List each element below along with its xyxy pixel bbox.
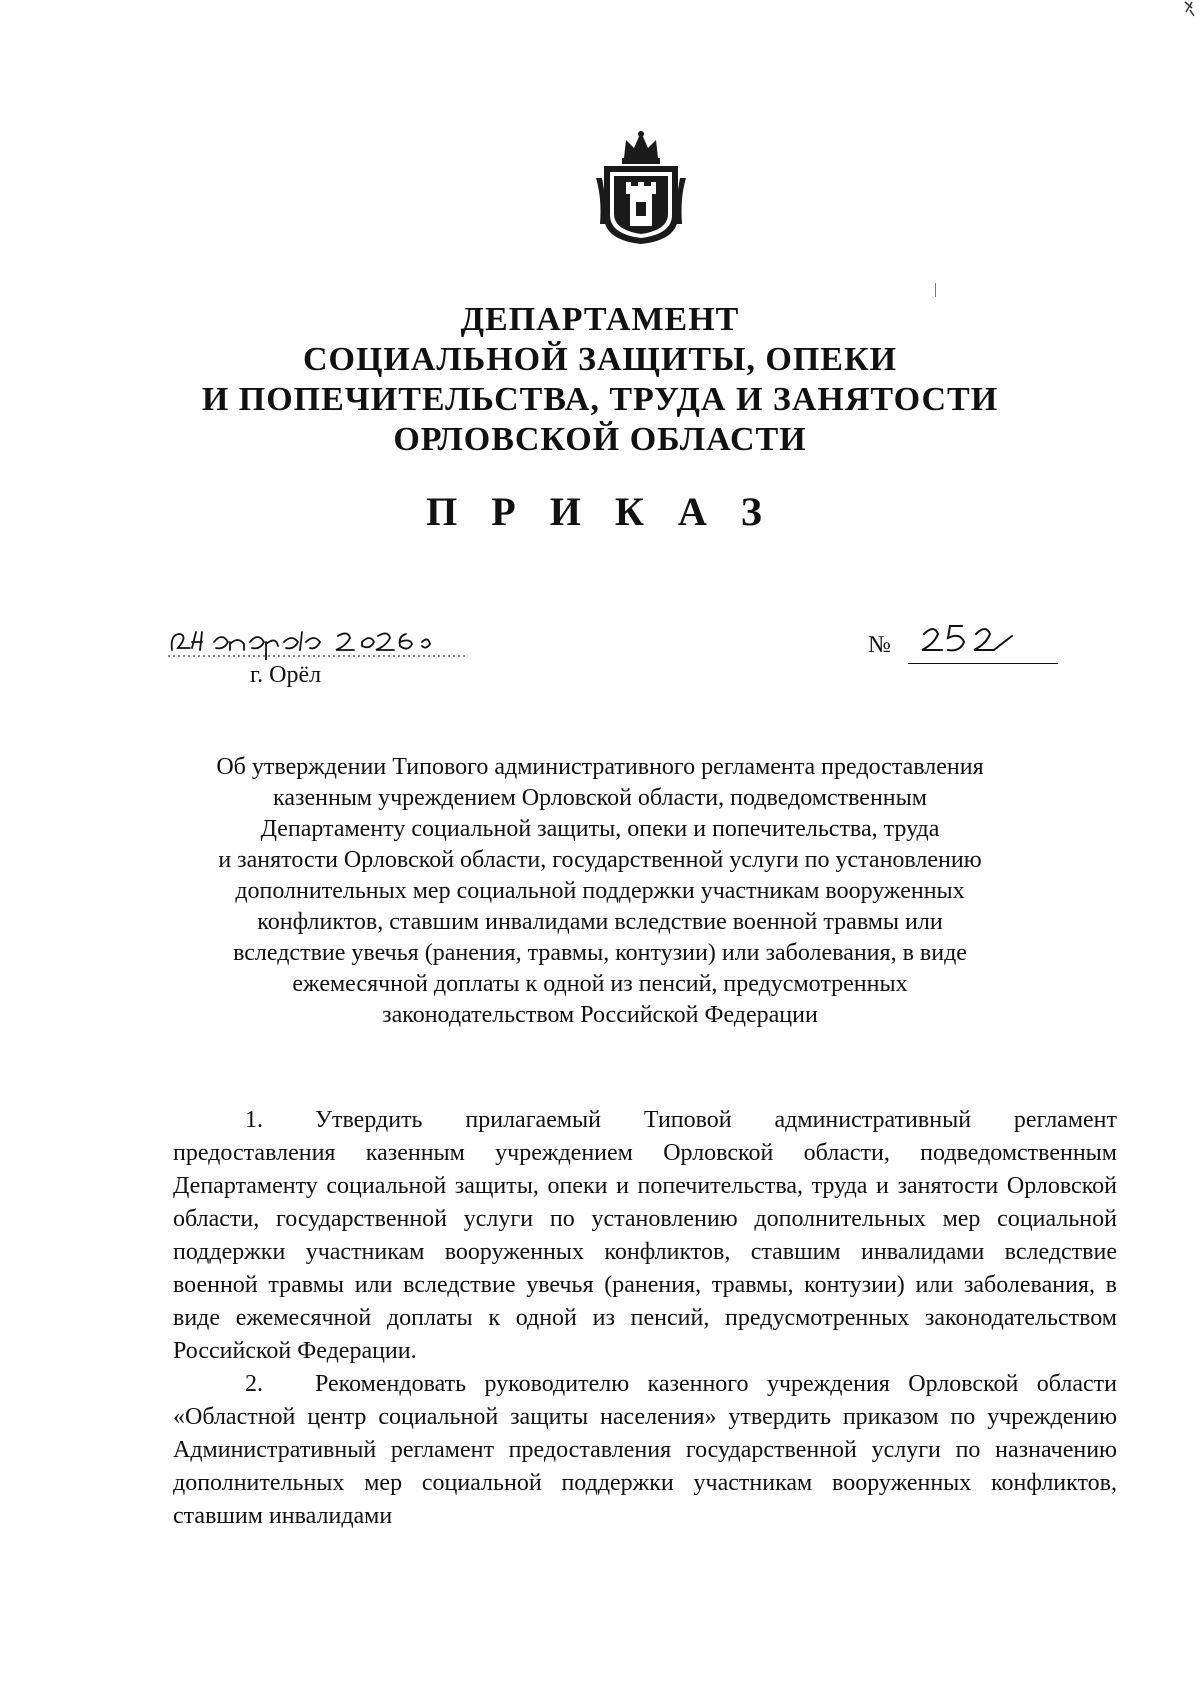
- header-line: СОЦИАЛЬНОЙ ЗАЩИТЫ, ОПЕКИ: [302, 341, 898, 378]
- subject-line: и занятости Орловской области, государственной услуги по установлению: [218, 847, 982, 873]
- order-paragraph: [173, 1368, 1117, 1533]
- subject-line: ежемесячной доплаты к одной из пенсий, предусмотренных: [292, 971, 908, 997]
- subject-line: дополнительных мер социальной поддержки участникам вооруженных: [235, 878, 965, 904]
- subject-line: вследствие увечья (ранения, травмы, контузии) или заболевания, в виде: [233, 940, 967, 966]
- number-underline: [908, 663, 1058, 664]
- order-body: [173, 1104, 1117, 1533]
- department-header: [100, 300, 1100, 460]
- paragraph-number: 2.: [245, 1371, 263, 1397]
- document-type-title: П Р И К А З: [426, 489, 774, 534]
- handwritten-date: [166, 620, 486, 660]
- handwritten-number: [920, 620, 1020, 660]
- scan-mark: [1182, 0, 1196, 18]
- subject-line: законодательством Российской Федерации: [382, 1002, 818, 1028]
- paragraph-text: Утвердить прилагаемый Типовой административный регламент предоставления казенным учреждением Орловской области, подведомственным Департаменту социальной защиты, опеки и попечительства, труда и занятости Орловской области, государственной услуги по установлению дополнительных мер социальной поддержки участникам вооруженных конфликтов, ставшим инвалидами вследствие военной травмы или вследствие увечья (ранения, травмы, контузии) или заболевания, в виде ежемесячной доплаты к одной из пенсий, предусмотренных законодательством Российской Федерации.: [173, 1107, 1117, 1364]
- paragraph-number: 1.: [245, 1107, 263, 1133]
- order-subject: [150, 752, 1050, 1031]
- order-paragraph: [173, 1104, 1117, 1368]
- subject-line: конфликтов, ставшим инвалидами вследствие военной травмы или: [257, 909, 943, 935]
- subject-line: Об утверждении Типового административного регламента предоставления: [216, 754, 984, 780]
- subject-line: Департаменту социальной защиты, опеки и попечительства, труда: [260, 816, 940, 842]
- header-line: ОРЛОВСКОЙ ОБЛАСТИ: [393, 421, 807, 458]
- document-number: [868, 620, 1068, 670]
- city-label: г. Орёл: [250, 662, 322, 688]
- number-label: №: [868, 632, 891, 658]
- header-line: И ПОПЕЧИТЕЛЬСТВА, ТРУДА И ЗАНЯТОСТИ: [201, 381, 999, 418]
- coat-of-arms-icon: [596, 128, 686, 246]
- header-line: ДЕПАРТАМЕНТ: [460, 301, 740, 338]
- scan-artifact: [935, 283, 936, 297]
- paragraph-text: Рекомендовать руководителю казенного учреждения Орловской области «Областной центр социальной защиты населения» утвердить приказом по учреждению Административный регламент предоставления государственной услуги по назначению дополнительных мер социальной поддержки участникам вооруженных конфликтов, ставшим инвалидами: [173, 1371, 1117, 1529]
- subject-line: казенным учреждением Орловской области, подведомственным: [273, 785, 927, 811]
